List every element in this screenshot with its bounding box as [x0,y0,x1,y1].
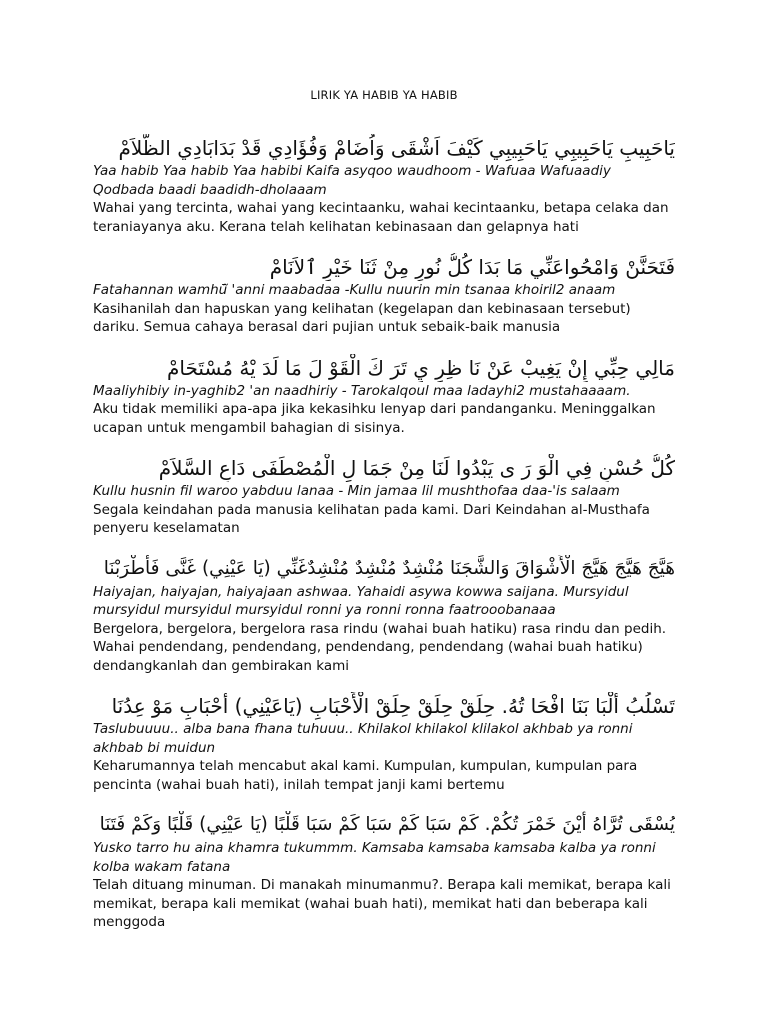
transliteration: Yaa habib Yaa habib Yaa habibi Kaifa asyqoo waudhoom - Wafuaa Wafuaadiy Qodbada baadi baadidh-dholaaam [93,163,611,198]
translation: Wahai yang tercinta, wahai yang kecintaanku, wahai kecintaanku, betapa celaka dan teraniayanya aku. Kerana telah kelihatan kebinasaan dan gelapnya hati [93,200,669,235]
arabic-verse: مَالِي حِبِّي إِنْ يَغِيبْ عَنْ نَا ظِرِ يِ تَرَ كَ الْقَوْ لَ مَا لَدَ يْهُ مُسْتَحَامْ [167,355,675,380]
translation: Segala keindahan pada manusia kelihatan pada kami. Dari Keindahan al-Musthafa penyeru keselamatan [93,501,650,536]
lyrics-body [93,134,675,932]
stanza-3 [93,354,675,438]
stanza-7 [93,811,675,932]
stanza-2 [93,253,675,337]
translation: Bergelora, bergelora, bergelora rasa rindu (wahai buah hatiku) rasa rindu dan pedih. Wahai pendendang, pendendang, pendendang, pendendang (wahai buah hatiku) dendangkanlah dan gembirakan kami [93,620,667,674]
arabic-verse: يَاحَبِيبِ يَاحَبِيبِي يَاحَبِيبِي كَيْفَ اَشْقَى وَاُضَامْ وَفُؤَادِي قَدْ بَدَابَادِي الظُّلاَمْ [118,136,675,160]
transliteration: Kullu husnin fil waroo yabduu lanaa - Min jamaa lil mushthofaa daa-'is salaam [93,483,620,499]
transliteration: Yusko tarro hu aina khamra tukummm. Kamsaba kamsaba kamsaba kalba ya ronni kolba wakam fatana [93,840,656,875]
translation: Aku tidak memiliki apa-apa jika kekasihku lenyap dari pandanganku. Meninggalkan ucapan untuk mengambil bahagian di sisinya. [93,401,656,436]
stanza-5 [93,555,675,676]
translation: Telah dituang minuman. Di manakah minumanmu?. Berapa kali memikat, berapa kali memikat, berapa kali memikat (wahai buah hati), memikat hati dan beberapa kali menggoda [93,877,671,930]
arabic-verse: فَتَحَنَّنْ وَامْحُواعَنِّي مَا بَدَا كُلُّ نُورٍ مِنْ ثَنَا خَيْرِ ٱلاَنَامْ [269,255,675,279]
stanza-4 [93,454,675,538]
arabic-verse: كُلُّ حُسْنٍ فِي الْوَ رَ ى يَبْدُوا لَنَا مِنْ جَمَا لِ الْمُصْطَفَى دَاعِ السَّلاَمْ [158,456,675,480]
transliteration: Taslubuuuu.. alba bana fhana tuhuuu.. Khilakol khilakol klilakol akhbab ya ronni akhbab bi muidun [93,721,633,756]
stanza-6 [93,692,675,794]
transliteration: Fatahannan wamhū̃ 'anni maabadaa -Kullu nuurin min tsanaa khoiril2 anaam [93,282,616,298]
transliteration: Haiyajan, haiyajan, haiyajaan ashwaa. Yahaidi asywa kowwa saijana. Mursyidul mursyidul mursyidul mursyidul ronni ya ronni ronna faatrooobanaaa [93,583,629,618]
arabic-verse: تَسْلُبُ أَلْبَا بَنَا افْحَا تُهُ. حِلَقْ حِلَقْ حِلَقْ الْأَحْبَابِ (يَاعَيْنِي) أَحْبَابِ مَوْ عِدُنَا [111,694,675,718]
translation: Keharumannya telah mencabut akal kami. Kumpulan, kumpulan, kumpulan para pencinta (wahai buah hati), inilah tempat janji kami bertemu [93,758,638,793]
arabic-verse: هَيَّجَ هَيَّجَ هَيَّجَ الْأَشْوَاقَ وَالشَّجَنَا مُنْشِدٌ مُنْشِدٌ مُنْشِدٌغَنِّي (يَا عَيْنِي) غَنَّى فَأَطْرَبْنَا [103,557,675,579]
arabic-verse: يُسْقَى تُرَّاهُ أَيْنَ خَمْرَ تُكُمْ. كَمْ سَبَا كَمْ سَبَا كَمْ سَبَا قَلْبًا (يَا عَيْنِي) قَلْبًا وَكَمْ فَتَنَا [99,814,675,835]
document-title: LIRIK YA HABIB YA HABIB [310,88,458,102]
transliteration: Maaliyhibiy in-yaghib2 'an naadhiriy - Tarokalqoul maa ladayhi2 mustahaaaam. [93,382,631,399]
translation: Kasihanilah dan hapuskan yang kelihatan (kegelapan dan kebinasaan tersebut) dariku. Semua cahaya berasal dari pujian untuk sebaik-baik manusia [93,300,631,335]
stanza-1 [93,134,675,236]
